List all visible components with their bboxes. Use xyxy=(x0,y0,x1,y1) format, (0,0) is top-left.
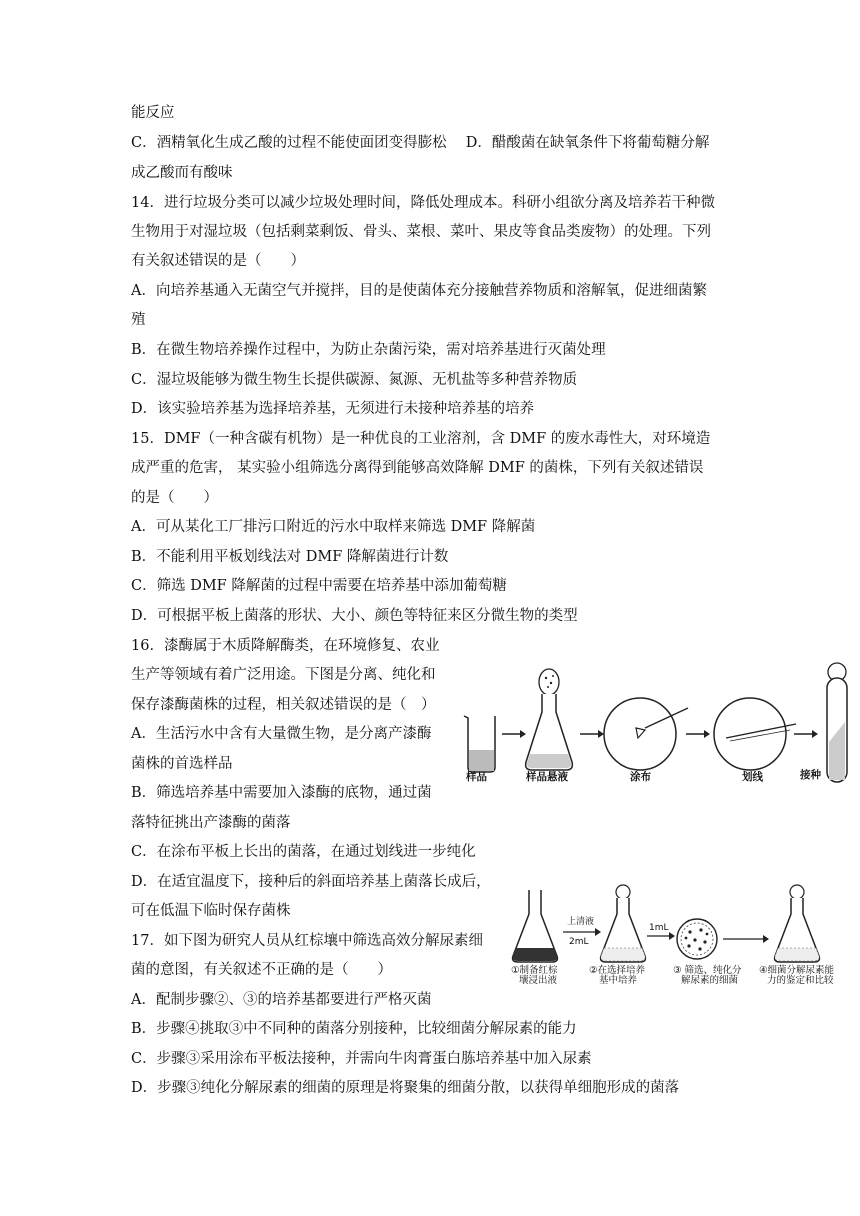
question-16-stem: 16．漆酶属于木质降解酶类，在环境修复、农业 xyxy=(131,638,440,654)
label-step2: 基中培养 xyxy=(599,975,638,984)
question-15-option-c: C．筛选 DMF 降解菌的过程中需要在培养基中添加葡萄糖 xyxy=(131,578,507,594)
petri-dish-colonies-icon xyxy=(677,919,717,959)
question-14-stem: 14．进行垃圾分类可以减少垃圾处理时间，降低处理成本。科研小组欲分离及培养若干种微 xyxy=(131,195,715,211)
figure-16-diagram xyxy=(460,662,852,792)
text-line: 能反应 xyxy=(131,105,175,121)
question-16-option-a: 菌株的首选样品 xyxy=(131,756,233,772)
question-14-option-c: C．湿垃圾能够为微生物生长提供碳源、氮源、无机盐等多种营养物质 xyxy=(131,372,578,388)
question-17-option-b: B．步骤④挑取③中不同种的菌落分别接种，比较细菌分解尿素的能力 xyxy=(131,1021,577,1037)
arrow-icon xyxy=(580,730,604,738)
label-step1: 壤浸出液 xyxy=(519,975,558,984)
text-line: C．酒精氧化生成乙酸的过程不能使面团变得膨松 D．醋酸菌在缺氧条件下将葡萄糖分解 xyxy=(131,135,710,151)
question-16-option-b: 落特征挑出产漆酶的菌落 xyxy=(131,815,291,831)
label-suspension: 样品悬液 xyxy=(526,771,568,783)
label-step3: ③ 筛选、纯化分 xyxy=(673,965,742,976)
question-16-stem: 保存漆酶菌株的过程，相关叙述错误的是（ ） xyxy=(131,697,436,713)
question-17-option-a: A．配制步骤②、③的培养基都要进行严格灭菌 xyxy=(131,992,432,1008)
question-16-option-a: A．生活污水中含有大量微生物，是分离产漆酶 xyxy=(131,726,432,742)
arrow-icon xyxy=(502,730,526,738)
petri-dish-streak-icon xyxy=(714,698,796,770)
label-supernatant: 上清液 xyxy=(567,917,595,927)
question-16-option-c: C．在涂布平板上长出的菌落，在通过划线进一步纯化 xyxy=(131,844,476,860)
arrow-icon xyxy=(723,935,769,943)
label-spread: 涂布 xyxy=(630,771,651,783)
text-line: 成乙酸而有酸味 xyxy=(131,165,233,181)
question-16-option-b: B．筛选培养基中需要加入漆酶的底物，通过菌 xyxy=(131,785,432,801)
label-volume-1ml: 1mL xyxy=(649,923,669,933)
slant-tube-icon xyxy=(827,663,847,782)
label-step3: 解尿素的细菌 xyxy=(681,975,739,984)
question-14-option-a: A．向培养基通入无菌空气并搅拌，目的是使菌体充分接触营养物质和溶解氧，促进细菌繁 xyxy=(131,283,707,299)
flask-icon xyxy=(775,885,820,962)
question-14-stem: 生物用于对湿垃圾（包括剩菜剩饭、骨头、菜根、菜叶、果皮等食品类废物）的处理。下列 xyxy=(131,224,711,240)
question-14-option-d: D．该实验培养基为选择培养基，无须进行未接种培养基的培养 xyxy=(131,401,535,417)
question-16-stem: 生产等领域有着广泛用途。下图是分离、纯化和 xyxy=(131,667,436,683)
question-15-option-a: A．可从某化工厂排污口附近的污水中取样来筛选 DMF 降解菌 xyxy=(131,519,536,535)
flask-icon xyxy=(526,669,573,770)
question-15-option-b: B．不能利用平板划线法对 DMF 降解菌进行计数 xyxy=(131,549,449,565)
flask-icon xyxy=(601,885,646,962)
question-17-stem: 17．如下图为研究人员从红棕壤中筛选高效分解尿素细 xyxy=(131,933,483,949)
question-17-stem: 菌的意图，有关叙述不正确的是（ ） xyxy=(131,962,392,978)
flask-icon xyxy=(513,890,558,962)
label-inoculate: 接种 xyxy=(800,769,821,781)
label-step4: ④细菌分解尿素能 xyxy=(759,965,835,976)
question-17-option-c: C．步骤③采用涂布平板法接种，并需向牛肉膏蛋白胨培养基中加入尿素 xyxy=(131,1051,592,1067)
label-volume-2ml: 2mL xyxy=(569,937,589,947)
label-streak: 划线 xyxy=(742,771,763,783)
question-15-stem: 的是（ ） xyxy=(131,490,218,506)
figure-17-diagram xyxy=(505,884,845,984)
question-14-stem: 有关叙述错误的是（ ） xyxy=(131,253,305,269)
arrow-icon xyxy=(686,730,710,738)
beaker-icon xyxy=(464,716,495,772)
question-14-option-a: 殖 xyxy=(131,312,146,328)
label-step2: ②在选择培养 xyxy=(589,965,646,976)
question-14-option-b: B．在微生物培养操作过程中，为防止杂菌污染，需对培养基进行灭菌处理 xyxy=(131,342,606,358)
label-step1: ①制备红棕 xyxy=(511,965,558,976)
question-15-stem: 成严重的危害， 某实验小组筛选分离得到能够高效降解 DMF 的菌株，下列有关叙述错误 xyxy=(131,460,704,476)
question-16-option-d: D．在适宜温度下，接种后的斜面培养基上菌落长成后， xyxy=(131,874,491,890)
question-16-option-d: 可在低温下临时保存菌株 xyxy=(131,903,291,919)
label-sample: 样品 xyxy=(466,771,487,783)
label-step4: 力的鉴定和比较 xyxy=(767,975,834,984)
arrow-icon xyxy=(794,730,818,738)
question-15-stem: 15．DMF（一种含碳有机物）是一种优良的工业溶剂，含 DMF 的废水毒性大，对环境造 xyxy=(131,431,711,447)
petri-dish-spread-icon xyxy=(604,698,688,770)
arrow-icon xyxy=(563,928,601,936)
question-17-option-d: D．步骤③纯化分解尿素的细菌的原理是将聚集的细菌分散，以获得单细胞形成的菌落 xyxy=(131,1080,680,1096)
question-15-option-d: D．可根据平板上菌落的形状、大小、颜色等特征来区分微生物的类型 xyxy=(131,608,578,624)
arrow-icon xyxy=(647,932,675,940)
